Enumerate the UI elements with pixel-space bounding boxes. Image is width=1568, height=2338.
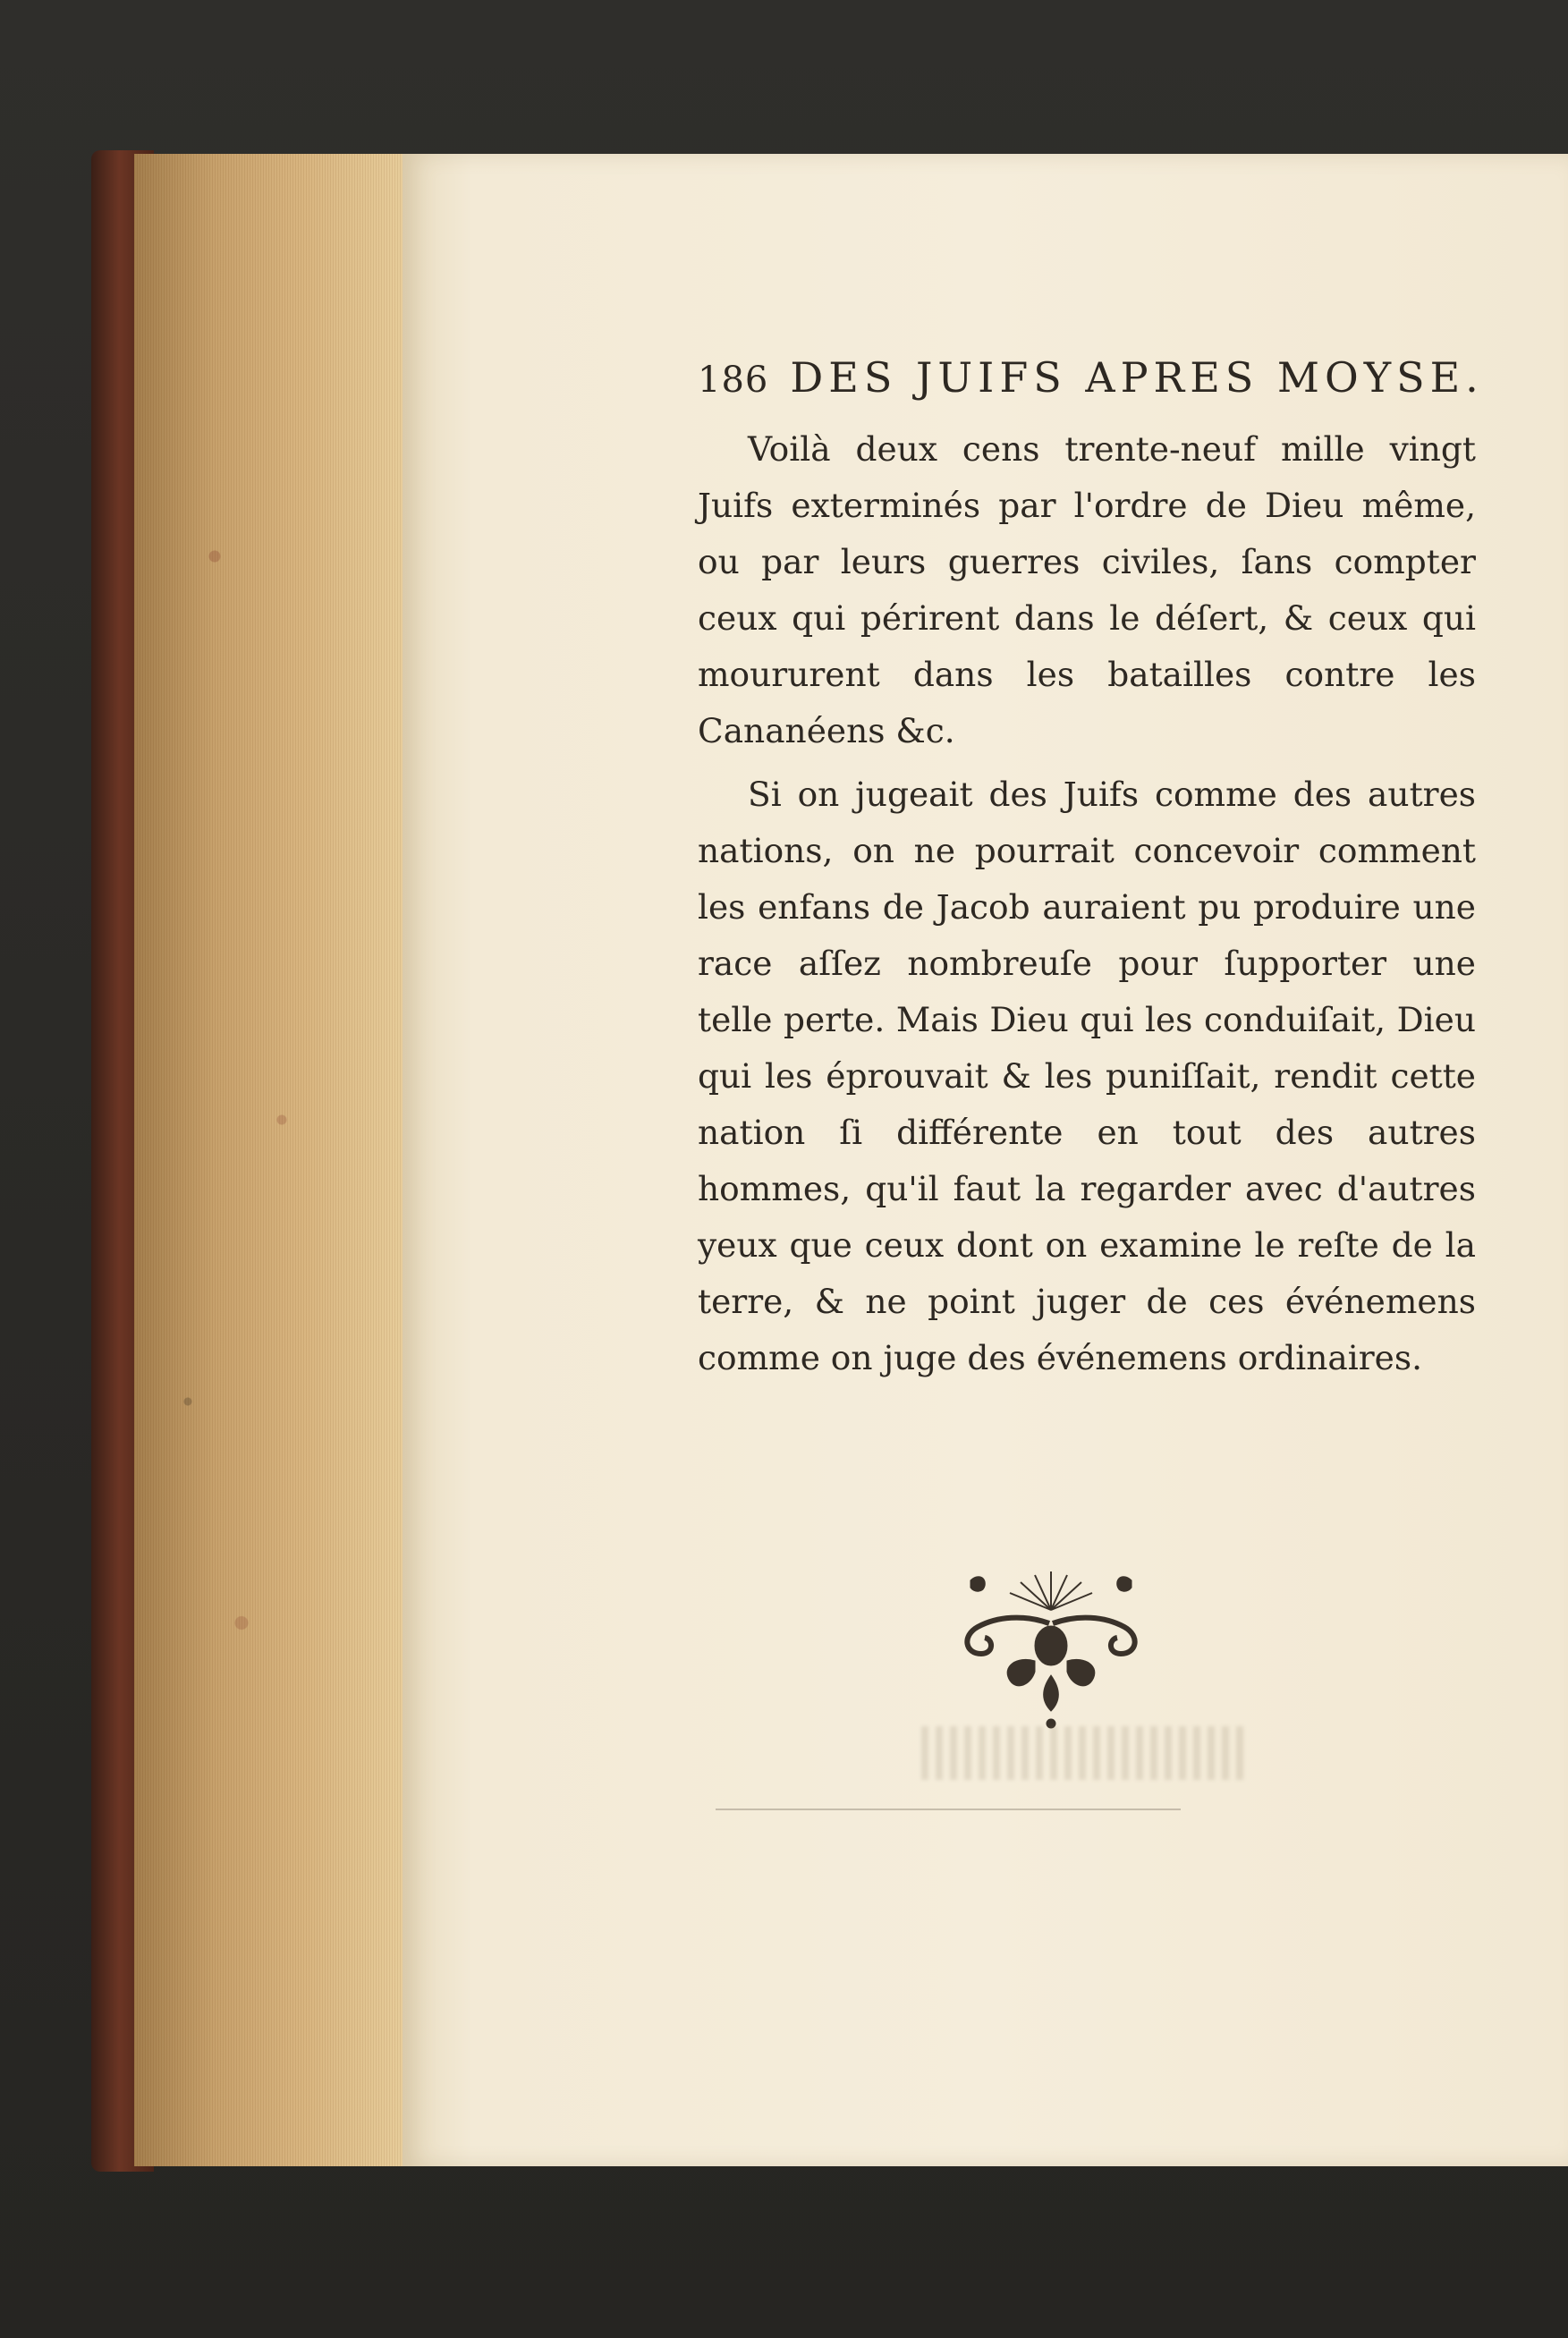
fleuron-rays: [1010, 1571, 1092, 1610]
paragraph-2: Si on jugeait des Juifs comme des autres nations, on ne pourrait concevoir comment les enfans de Jacob auraient pu produire une race aſſez nombreuſe pour ſupporter une telle perte. Mais Dieu qui les conduiſait, Dieu qui les éprouvait & les puniſſait, rendit cette nation ſi différente en tout des autres hommes, qu'il faut la regarder avec d'autres yeux que ceux dont on examine le reſte de la terre, & ne point juger de ces événemens comme on juge des événemens ordinaires.: [698, 775, 1476, 1377]
fleuron-leaf-left: [1007, 1659, 1035, 1685]
running-head: [698, 353, 1484, 402]
show-through-text: [921, 1726, 1243, 1780]
running-head-title: DES JUIFS APRES MOYSE.: [790, 353, 1484, 402]
fleuron-icon: [935, 1561, 1167, 1740]
page-block-edge: [134, 154, 403, 2166]
foxing-spots: [134, 154, 403, 2166]
fleuron-sprig-left: [970, 1577, 985, 1592]
page-number: 186: [698, 360, 769, 401]
paragraph-1: Voilà deux cens trente-neuf mille vingt Juifs exterminés par l'ordre de Dieu même, ou par leurs guerres civiles, ſans compter ceux qui périrent dans le déſert, & ceux qui moururent dans les batailles contre les Cananéens &c.: [698, 429, 1476, 750]
fleuron-center: [1035, 1626, 1067, 1665]
show-through-rule: [716, 1809, 1181, 1810]
fleuron-drop: [1044, 1675, 1059, 1711]
fleuron-sprig-right: [1117, 1577, 1132, 1592]
page-text-block: [698, 353, 1484, 1386]
fleuron-leaf-right: [1067, 1659, 1095, 1685]
